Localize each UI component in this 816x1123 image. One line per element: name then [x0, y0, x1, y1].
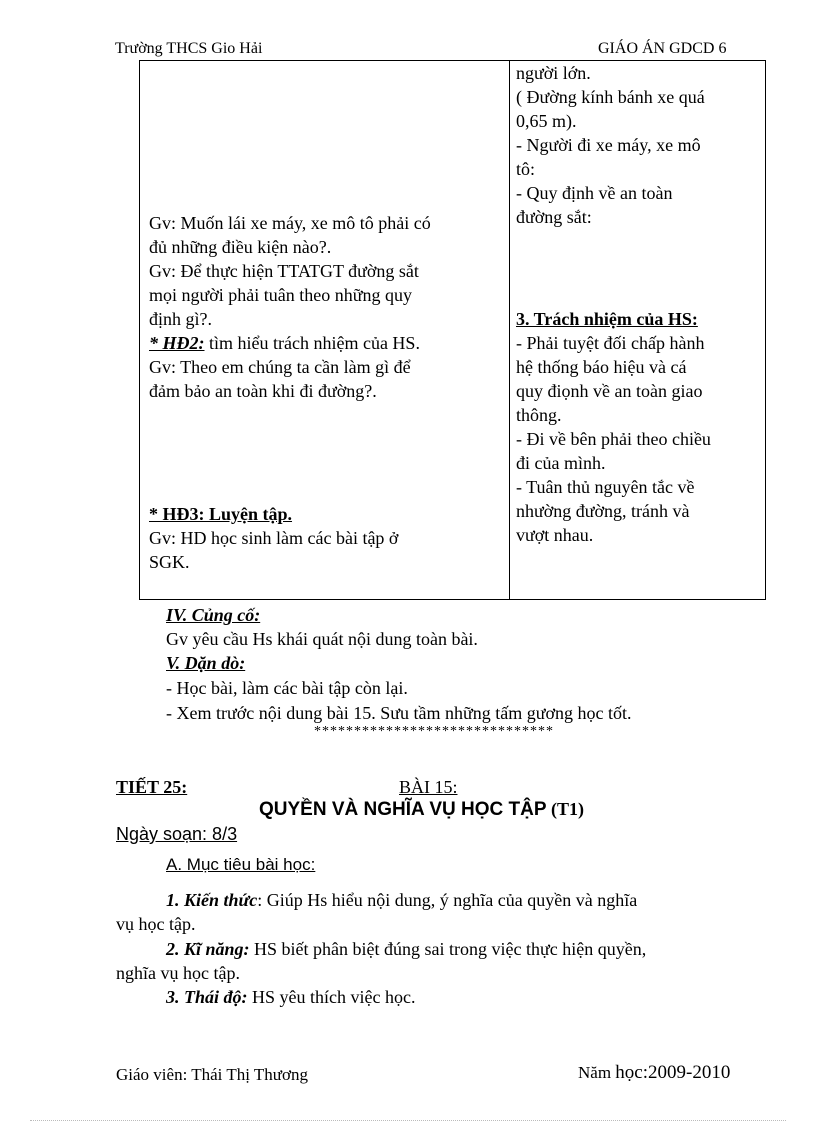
- section-3-heading: 3. Trách nhiệm của HS:: [516, 309, 698, 329]
- right-line-6: - Quy định về an toàn: [516, 183, 673, 203]
- period-label: TIẾT 25:: [116, 777, 188, 797]
- right-line-16: vượt nhau.: [516, 525, 594, 545]
- attitude-line: [166, 985, 415, 1009]
- lesson-number: BÀI 15:: [399, 777, 458, 797]
- skills-text: HS biết phân biệt đúng sai trong việc thực hiện quyền,: [249, 939, 647, 959]
- attitude-label: 3. Thái độ:: [166, 987, 248, 1007]
- right-line-10: quy điọnh về an toàn giao: [516, 381, 703, 401]
- skills-label: 2. Kĩ năng:: [166, 939, 250, 959]
- objectives-heading: A. Mục tiêu bài học:: [166, 855, 316, 874]
- knowledge-line: [166, 888, 637, 912]
- right-line-15: nhường đường, tránh và: [516, 501, 690, 521]
- footer-year-label: Năm: [578, 1063, 616, 1082]
- question-2c: định gì?.: [149, 309, 212, 329]
- table-right-column: [516, 61, 705, 229]
- lesson-title-main: QUYỀN VÀ NGHĨA VỤ HỌC TẬP: [259, 799, 547, 820]
- page-bottom-rule: [30, 1120, 786, 1121]
- right-line-2: ( Đường kính bánh xe quá: [516, 87, 705, 107]
- lesson-title: [259, 799, 584, 821]
- question-2b: mọi người phải tuân theo những quy: [149, 285, 413, 305]
- knowledge-text: : Giúp Hs hiểu nội dung, ý nghĩa của quyền và nghĩa: [257, 890, 638, 910]
- homework-item-2: - Xem trước nội dung bài 15. Sưu tầm những tấm gương học tốt.: [166, 703, 632, 723]
- header-school: Trường THCS Gio Hải: [115, 40, 263, 57]
- lesson-title-suffix: (T1): [546, 799, 584, 819]
- right-line-5: tô:: [516, 159, 536, 179]
- question-4a: Gv: HD học sinh làm các bài tập ở: [149, 528, 399, 548]
- right-line-4: - Người đi xe máy, xe mô: [516, 135, 701, 155]
- table-left-column-bottom: [149, 502, 398, 574]
- homework-item-1: - Học bài, làm các bài tập còn lại.: [166, 678, 408, 698]
- right-line-14: - Tuân thủ nguyên tắc về: [516, 477, 695, 497]
- table-left-column: [149, 211, 431, 403]
- question-4b: SGK.: [149, 552, 190, 572]
- footer-school-year: [578, 1062, 730, 1084]
- question-1a: Gv: Muốn lái xe máy, xe mô tô phải có: [149, 213, 431, 233]
- skills-line: [166, 937, 646, 961]
- skills-line-2: nghĩa vụ học tập.: [116, 963, 240, 983]
- question-2a: Gv: Để thực hiện TTATGT đường sắt: [149, 261, 419, 281]
- consolidation-text: Gv yêu cầu Hs khái quát nội dung toàn bài.: [166, 629, 478, 649]
- separator-stars: ******************************: [314, 724, 554, 739]
- right-line-8: - Phải tuyệt đối chấp hành: [516, 333, 705, 353]
- question-3b: đảm bảo an toàn khi đi đường?.: [149, 381, 377, 401]
- consolidation-heading: IV. Củng cố:: [166, 605, 261, 625]
- activity-2-text: tìm hiểu trách nhiệm của HS.: [204, 333, 420, 353]
- question-1b: đủ những điều kiện nào?.: [149, 237, 332, 257]
- table-right-column-section3: [516, 307, 711, 547]
- attitude-text: HS yêu thích việc học.: [247, 987, 416, 1007]
- right-line-1: người lớn.: [516, 63, 591, 83]
- footer-year-value: học:2009-2010: [615, 1062, 731, 1083]
- header-course: GIÁO ÁN GDCD 6: [598, 40, 727, 57]
- right-line-12: - Đi về bên phải theo chiều: [516, 429, 711, 449]
- right-line-7: đường sắt:: [516, 207, 592, 227]
- homework-heading: V. Dặn dò:: [166, 653, 246, 673]
- knowledge-label: 1. Kiến thức: [166, 890, 258, 910]
- prep-date: Ngày soạn: 8/3: [116, 824, 238, 844]
- footer-teacher: Giáo viên: Thái Thị Thương: [116, 1065, 308, 1084]
- knowledge-line-2: vụ học tập.: [116, 914, 196, 934]
- right-line-3: 0,65 m).: [516, 111, 577, 131]
- lesson-table: [139, 60, 766, 600]
- right-line-9: hệ thống báo hiệu và cá: [516, 357, 687, 377]
- activity-3-heading: * HĐ3: Luyện tập.: [149, 504, 293, 524]
- activity-2: [149, 331, 431, 355]
- activity-2-label: * HĐ2:: [149, 333, 205, 353]
- right-line-11: thông.: [516, 405, 562, 425]
- right-line-13: đi của mình.: [516, 453, 606, 473]
- table-divider: [509, 61, 510, 599]
- question-3a: Gv: Theo em chúng ta cần làm gì để: [149, 357, 411, 377]
